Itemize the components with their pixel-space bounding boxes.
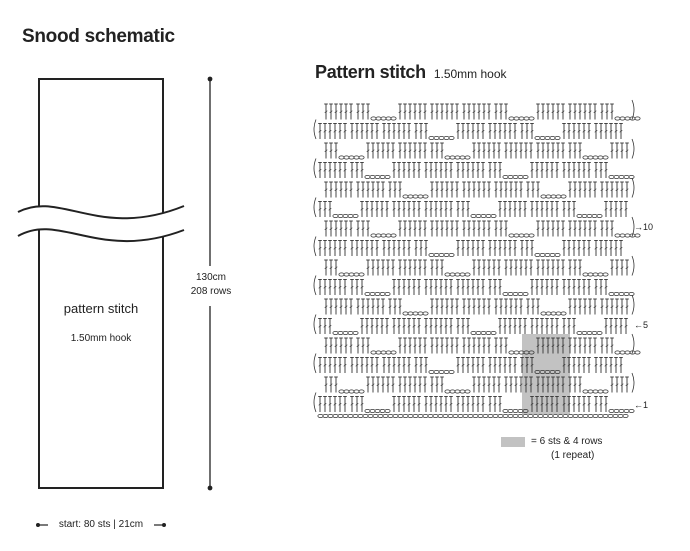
chain-stitch-symbol [429,253,434,256]
chain-stitch-symbol [503,292,508,295]
chain-stitch-symbol [514,117,519,120]
chain-stitch-symbol [625,117,630,120]
chain-stitch-symbol [403,195,408,198]
chain-stitch-symbol [629,292,634,295]
chain-stitch-symbol [339,156,344,159]
chain-stitch-symbol [338,214,343,217]
chain-stitch-symbol [450,273,455,276]
chain-stitch-symbol [598,273,603,276]
chain-stitch-symbol [408,312,413,315]
chain-stitch-symbol [583,390,588,393]
chain-stitch-symbol [614,292,619,295]
turning-chain-symbol [632,139,634,159]
chain-stitch-symbol [582,214,587,217]
chain-stitch-symbol [514,234,519,237]
chain-stitch-symbol [597,214,602,217]
chain-stitch-symbol [338,331,343,334]
chain-stitch-symbol [418,312,423,315]
chain-stitch-symbol [543,414,548,417]
chain-stitch-symbol [491,331,496,334]
chain-stitch-symbol [603,156,608,159]
chain-stitch-symbol [524,234,529,237]
chain-stitch-symbol [561,195,566,198]
chain-stitch-symbol [509,234,514,237]
chain-stitch-symbol [577,214,582,217]
chain-stitch-symbol [398,414,403,417]
chain-stitch-symbol [433,414,438,417]
chain-stitch-symbol [413,414,418,417]
chain-stitch-symbol [481,331,486,334]
pattern-stitch-label: pattern stitch [63,301,139,316]
chain-stitch-symbol [476,331,481,334]
chain-stitch-symbol [354,390,359,393]
chain-stitch-symbol [471,214,476,217]
chain-stitch-symbol [445,273,450,276]
chain-stitch-symbol [403,312,408,315]
chain-stitch-symbol [535,253,540,256]
chain-stitch-symbol [380,409,385,412]
chain-stitch-symbol [619,292,624,295]
chain-stitch-symbol [486,214,491,217]
chain-stitch-symbol [523,414,528,417]
chain-stitch-symbol [578,414,583,417]
chain-stitch-symbol [439,370,444,373]
chain-stitch-symbol [460,390,465,393]
chain-stitch-symbol [413,312,418,315]
chain-stitch-symbol [443,414,448,417]
chain-stitch-symbol [439,253,444,256]
chain-stitch-symbol [597,331,602,334]
chain-stitch-symbol [383,414,388,417]
chain-stitch-symbol [635,351,640,354]
chain-stitch-symbol [635,117,640,120]
chain-stitch-symbol [429,136,434,139]
chain-stitch-symbol [378,414,383,417]
repeat-legend-subtext: (1 repeat) [551,450,595,461]
chain-stitch-symbol [338,414,343,417]
chain-stitch-symbol [508,175,513,178]
chain-stitch-symbol [429,370,434,373]
chain-stitch-symbol [533,414,538,417]
chain-stitch-symbol [623,414,628,417]
chain-stitch-symbol [561,312,566,315]
chain-stitch-symbol [403,414,408,417]
chain-stitch-symbol [333,414,338,417]
length-label: 130cm [195,272,226,283]
chain-stitch-symbol [373,414,378,417]
chain-stitch-symbol [344,390,349,393]
chain-stitch-symbol [328,414,333,417]
chain-stitch-symbol [620,117,625,120]
chain-stitch-symbol [493,414,498,417]
chain-stitch-symbol [555,253,560,256]
chain-stitch-symbol [619,175,624,178]
chain-stitch-symbol [568,414,573,417]
chain-stitch-symbol [343,214,348,217]
chain-stitch-symbol [386,117,391,120]
chain-stitch-symbol [444,370,449,373]
chain-stitch-symbol [608,414,613,417]
chain-stitch-symbol [523,175,528,178]
chain-stitch-symbol [333,214,338,217]
chain-stitch-symbol [418,414,423,417]
start-width-label: start: 80 sts | 21cm [58,519,144,530]
chain-stitch-symbol [625,234,630,237]
chain-stitch-symbol [583,273,588,276]
chain-stitch-symbol [476,214,481,217]
chain-stitch-symbol [371,117,376,120]
chain-stitch-symbol [588,273,593,276]
chain-stitch-symbol [385,409,390,412]
chain-stitch-symbol [498,414,503,417]
chain-stitch-symbol [423,195,428,198]
chain-stitch-symbol [339,273,344,276]
chain-stitch-symbol [483,414,488,417]
chain-stitch-symbol [344,273,349,276]
chain-stitch-symbol [538,414,543,417]
chain-stitch-symbol [614,409,619,412]
chain-stitch-symbol [509,351,514,354]
chain-stitch-symbol [349,273,354,276]
chain-stitch-symbol [343,414,348,417]
turning-chain-symbol [314,393,316,413]
chain-stitch-symbol [635,234,640,237]
chain-stitch-symbol [541,312,546,315]
rows-label: 208 rows [190,286,232,297]
chain-stitch-symbol [460,156,465,159]
chain-stitch-symbol [348,331,353,334]
pattern-stitch-title: Pattern stitch [315,62,426,82]
chain-stitch-symbol [615,351,620,354]
chain-stitch-symbol [529,234,534,237]
chain-stitch-symbol [583,414,588,417]
chain-stitch-symbol [551,195,556,198]
chain-stitch-symbol [365,175,370,178]
chain-stitch-symbol [358,414,363,417]
chain-stitch-symbol [408,195,413,198]
chain-stitch-symbol [370,409,375,412]
chain-stitch-symbol [615,234,620,237]
chain-stitch-symbol [609,292,614,295]
chain-stitch-symbol [545,136,550,139]
chain-stitch-symbol [518,175,523,178]
chain-stitch-symbol [563,414,568,417]
chain-stitch-symbol [588,156,593,159]
chain-stitch-symbol [385,175,390,178]
chain-stitch-symbol [385,292,390,295]
chain-stitch-symbol [619,409,624,412]
chain-stitch-symbol [593,390,598,393]
chain-stitch-symbol [577,331,582,334]
chain-stitch-symbol [449,253,454,256]
chain-stitch-symbol [540,136,545,139]
chain-stitch-symbol [391,117,396,120]
chain-stitch-symbol [371,234,376,237]
chain-stitch-symbol [513,409,518,412]
chain-stitch-symbol [629,175,634,178]
chain-stitch-symbol [486,331,491,334]
chain-stitch-symbol [363,414,368,417]
chain-stitch-symbol [508,292,513,295]
chain-stitch-symbol [434,370,439,373]
chain-stitch-symbol [393,414,398,417]
chain-stitch-symbol [465,273,470,276]
chain-stitch-symbol [375,409,380,412]
chain-stitch-symbol [481,214,486,217]
chain-stitch-symbol [449,136,454,139]
chain-stitch-symbol [625,351,630,354]
chain-stitch-symbol [593,156,598,159]
chain-stitch-symbol [348,414,353,417]
chain-stitch-symbol [375,175,380,178]
chain-stitch-symbol [359,156,364,159]
chain-stitch-symbol [359,273,364,276]
turning-chain-symbol [314,237,316,257]
chain-stitch-symbol [458,414,463,417]
chain-stitch-symbol [551,312,556,315]
chain-stitch-symbol [333,331,338,334]
chain-stitch-symbol [449,370,454,373]
chain-stitch-symbol [318,414,323,417]
chain-stitch-symbol [535,136,540,139]
chain-stitch-symbol [513,414,518,417]
chain-stitch-symbol [603,390,608,393]
row-marker-5: ←5 [634,320,649,330]
chain-stitch-symbol [513,175,518,178]
chain-stitch-symbol [513,292,518,295]
chain-stitch-symbol [460,273,465,276]
chain-stitch-symbol [548,414,553,417]
chain-stitch-symbol [359,390,364,393]
chain-stitch-symbol [455,273,460,276]
chain-stitch-symbol [370,175,375,178]
chain-stitch-symbol [615,117,620,120]
chain-stitch-symbol [375,292,380,295]
chain-stitch-symbol [455,390,460,393]
chain-stitch-symbol [465,390,470,393]
chain-stitch-symbol [380,175,385,178]
chain-stitch-symbol [603,273,608,276]
turning-chain-symbol [314,159,316,179]
chain-stitch-symbol [353,414,358,417]
snood-schematic-title: Snood schematic [22,26,175,47]
chain-stitch-symbol [613,414,618,417]
chain-stitch-symbol [488,414,493,417]
chain-stitch-symbol [418,195,423,198]
chain-stitch-symbol [349,156,354,159]
chain-stitch-symbol [380,292,385,295]
chain-stitch-symbol [354,273,359,276]
chain-stitch-symbol [463,414,468,417]
chain-stitch-symbol [618,414,623,417]
chain-stitch-symbol [514,351,519,354]
chain-stitch-symbol [545,253,550,256]
chain-stitch-symbol [381,234,386,237]
chain-stitch-symbol [582,331,587,334]
chain-stitch-symbol [343,331,348,334]
turning-chain-symbol [632,295,634,315]
chain-stitch-symbol [376,234,381,237]
chain-stitch-symbol [519,117,524,120]
chain-stitch-symbol [445,390,450,393]
chain-stitch-symbol [603,414,608,417]
row-marker-10: →10 [634,222,654,232]
chain-stitch-symbol [553,414,558,417]
chain-stitch-symbol [624,409,629,412]
chain-stitch-symbol [583,156,588,159]
chain-stitch-symbol [391,351,396,354]
chain-stitch-symbol [588,414,593,417]
hook-size-label: 1.50mm hook [70,333,132,344]
chain-stitch-symbol [555,136,560,139]
chain-stitch-symbol [428,414,433,417]
chain-stitch-symbol [376,117,381,120]
turning-chain-symbol [314,315,316,335]
chain-stitch-symbol [519,234,524,237]
chain-stitch-symbol [468,414,473,417]
chain-stitch-symbol [509,117,514,120]
chain-stitch-symbol [598,414,603,417]
chain-stitch-symbol [423,312,428,315]
chain-stitch-symbol [453,414,458,417]
chain-stitch-symbol [365,292,370,295]
chain-stitch-symbol [620,351,625,354]
chain-stitch-symbol [386,234,391,237]
chain-stitch-symbol [434,136,439,139]
chain-stitch-symbol [558,414,563,417]
chain-stitch-symbol [465,156,470,159]
chain-stitch-symbol [624,175,629,178]
chain-stitch-symbol [541,195,546,198]
pattern-hook-size: 1.50mm hook [433,67,507,81]
chain-stitch-symbol [587,331,592,334]
chain-stitch-symbol [445,156,450,159]
chain-stitch-symbol [508,414,513,417]
chain-stitch-symbol [556,195,561,198]
chain-stitch-symbol [348,214,353,217]
chain-stitch-symbol [491,214,496,217]
chain-stitch-symbol [503,175,508,178]
chain-stitch-symbol [528,414,533,417]
chain-stitch-symbol [353,214,358,217]
chain-stitch-symbol [587,214,592,217]
chain-stitch-symbol [376,351,381,354]
chain-stitch-symbol [423,414,428,417]
chain-stitch-symbol [444,136,449,139]
chain-stitch-symbol [473,414,478,417]
chain-stitch-symbol [478,414,483,417]
chain-stitch-symbol [518,414,523,417]
chain-stitch-symbol [408,414,413,417]
turning-chain-symbol [314,354,316,374]
chain-stitch-symbol [503,414,508,417]
turning-chain-symbol [314,120,316,140]
chain-stitch-symbol [556,312,561,315]
chain-stitch-symbol [550,136,555,139]
chain-stitch-symbol [388,414,393,417]
chain-stitch-symbol [450,156,455,159]
chain-stitch-symbol [444,253,449,256]
chain-stitch-symbol [370,292,375,295]
chain-stitch-symbol [448,414,453,417]
chain-stitch-symbol [381,117,386,120]
chain-stitch-symbol [471,331,476,334]
chain-stitch-symbol [523,292,528,295]
chain-stitch-symbol [529,117,534,120]
chain-stitch-symbol [386,351,391,354]
chain-stitch-symbol [381,351,386,354]
chain-stitch-symbol [588,390,593,393]
turning-chain-symbol [632,178,634,198]
turning-chain-symbol [632,256,634,276]
chain-stitch-symbol [609,175,614,178]
chain-stitch-symbol [592,214,597,217]
chain-stitch-symbol [508,409,513,412]
chain-stitch-symbol [391,234,396,237]
chain-stitch-symbol [598,390,603,393]
chain-stitch-symbol [614,175,619,178]
chain-stitch-symbol [413,195,418,198]
row-marker-1: ←1 [634,400,649,410]
repeat-legend-text: = 6 sts & 4 rows [531,436,603,447]
chain-stitch-symbol [344,156,349,159]
repeat-legend-swatch [501,437,525,447]
turning-chain-symbol [314,276,316,296]
chain-stitch-symbol [540,253,545,256]
turning-chain-symbol [632,373,634,393]
chain-stitch-symbol [354,156,359,159]
chain-stitch-symbol [546,195,551,198]
chain-stitch-symbol [573,414,578,417]
chain-stitch-symbol [368,414,373,417]
chain-stitch-symbol [439,136,444,139]
chain-stitch-symbol [593,414,598,417]
chain-stitch-symbol [593,273,598,276]
chain-stitch-symbol [438,414,443,417]
chain-stitch-symbol [365,409,370,412]
chain-stitch-symbol [592,331,597,334]
chain-stitch-symbol [609,409,614,412]
chain-stitch-symbol [620,234,625,237]
chain-stitch-symbol [450,390,455,393]
chain-stitch-symbol [323,414,328,417]
chain-stitch-symbol [349,390,354,393]
chain-stitch-symbol [546,312,551,315]
turning-chain-symbol [314,198,316,218]
chain-stitch-symbol [455,156,460,159]
chain-stitch-symbol [353,331,358,334]
chain-stitch-symbol [339,390,344,393]
chain-stitch-symbol [518,292,523,295]
chain-stitch-symbol [434,253,439,256]
chain-stitch-symbol [550,253,555,256]
chain-stitch-symbol [371,351,376,354]
chain-stitch-symbol [598,156,603,159]
chain-stitch-symbol [503,409,508,412]
chain-stitch-symbol [524,117,529,120]
chain-stitch-symbol [624,292,629,295]
